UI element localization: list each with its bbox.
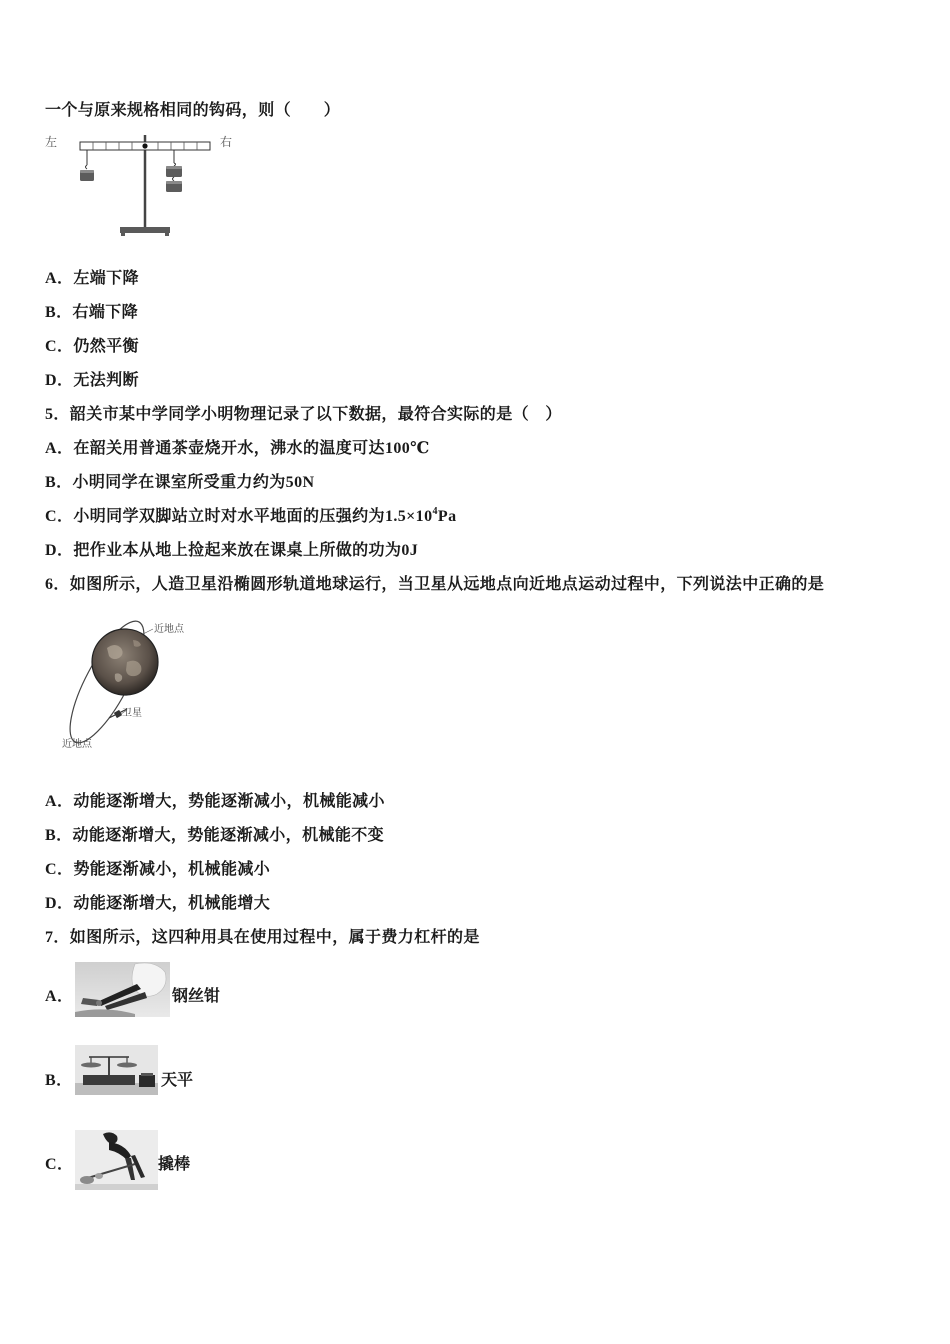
question-5-option-c-exponent: 4 xyxy=(432,505,438,517)
question-7-option-c-label: 撬棒 xyxy=(158,1156,191,1173)
question-7-option-b-label: 天平 xyxy=(161,1072,194,1089)
question-4-option-a: A．左端下降 xyxy=(45,270,139,287)
question-4-option-d: D．无法判断 xyxy=(45,372,139,389)
question-6-stem: 6．如图所示，人造卫星沿椭圆形轨道地球运行，当卫星从远地点向近地点运动过程中，下列说法中正确的是 xyxy=(45,576,825,593)
question-5-option-c xyxy=(45,507,456,527)
lever-left-weight xyxy=(80,150,94,181)
question-7-option-a-letter: A． xyxy=(45,988,74,1005)
earth xyxy=(92,629,158,695)
question-7-option-a-label: 钢丝钳 xyxy=(172,988,221,1005)
satellite-label: 卫星 xyxy=(122,708,142,719)
question-7-option-b-letter: B． xyxy=(45,1072,73,1089)
orbit-bottom-point-label: 近地点 xyxy=(62,739,92,750)
question-6-option-a: A．动能逐渐增大，势能逐渐减小，机械能减小 xyxy=(45,793,385,810)
question-7-option-c-letter: C． xyxy=(45,1156,74,1173)
lever-right-weights xyxy=(166,150,182,192)
lever-fulcrum xyxy=(142,143,147,148)
question-6-option-c: C．势能逐渐减小，机械能减小 xyxy=(45,861,271,878)
question-4-stem: 一个与原来规格相同的钩码，则（ ） xyxy=(45,102,341,119)
lever-figure xyxy=(75,132,220,240)
orbit-top-point-label: 近地点 xyxy=(154,624,184,635)
question-4-option-b: B．右端下降 xyxy=(45,304,139,321)
satellite-orbit-figure xyxy=(55,618,225,758)
question-5-option-c-text: C．小明同学双脚站立时对水平地面的压强约为1.5×10 xyxy=(45,508,433,525)
question-6-option-d: D．动能逐渐增大，机械能增大 xyxy=(45,895,271,912)
lever-right-label: 右 xyxy=(220,135,233,149)
crowbar-photo xyxy=(75,1130,158,1190)
question-4-option-c: C．仍然平衡 xyxy=(45,338,139,355)
balance-photo xyxy=(75,1045,158,1095)
question-5-option-c-unit: Pa xyxy=(437,508,457,525)
question-5-stem: 5．韶关市某中学同学小明物理记录了以下数据，最符合实际的是（ ） xyxy=(45,406,562,423)
question-5-option-a: A．在韶关用普通茶壶烧开水，沸水的温度可达100℃ xyxy=(45,440,430,457)
lever-left-label: 左 xyxy=(45,135,58,149)
question-6-option-b: B．动能逐渐增大，势能逐渐减小，机械能不变 xyxy=(45,827,385,844)
pliers-photo xyxy=(75,962,170,1017)
question-5-option-d: D．把作业本从地上捡起来放在课桌上所做的功为0J xyxy=(45,542,419,559)
question-5-option-b: B．小明同学在课室所受重力约为50N xyxy=(45,474,315,491)
question-7-stem: 7．如图所示，这四种用具在使用过程中，属于费力杠杆的是 xyxy=(45,929,480,946)
